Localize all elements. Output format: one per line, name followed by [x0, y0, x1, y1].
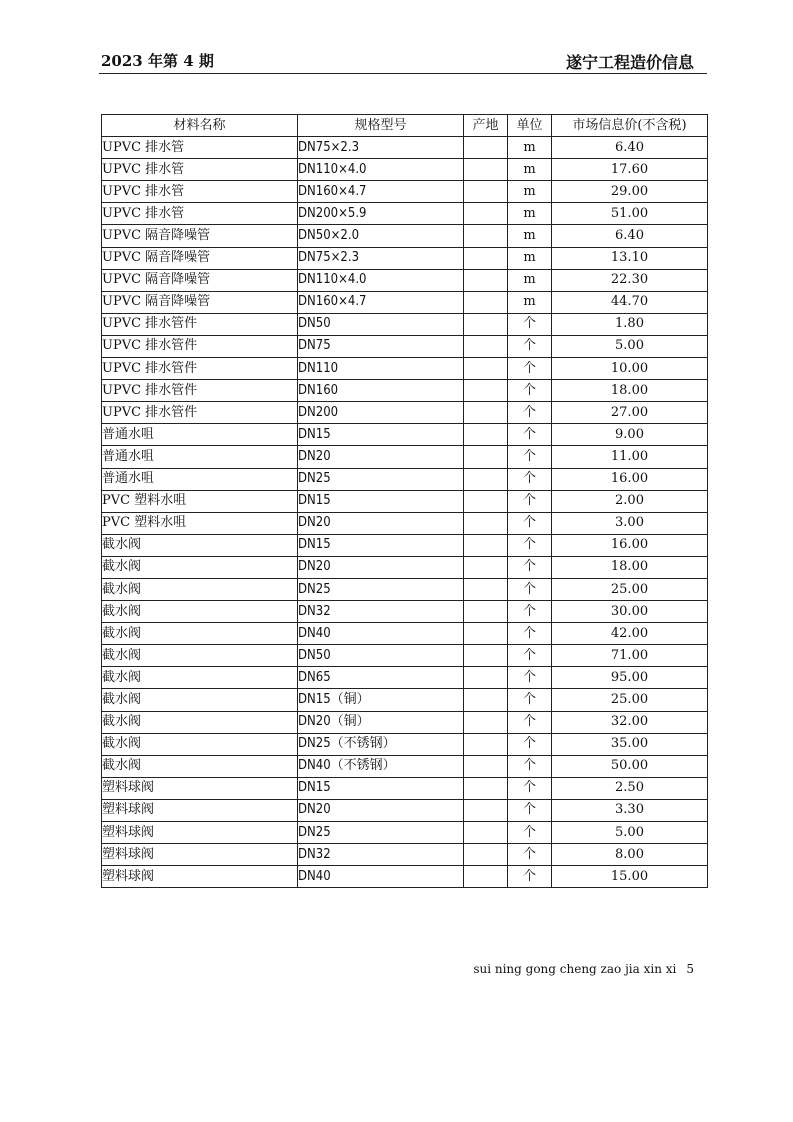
- footer-pinyin: sui ning gong cheng zao jia xin xi: [473, 962, 677, 976]
- table-row: [102, 711, 708, 733]
- unit-cell: 个: [508, 777, 552, 799]
- price-cell: 32.00: [552, 711, 708, 733]
- spec-cell: DN25（不锈钢）: [298, 733, 464, 755]
- spec-cell: DN40: [298, 866, 464, 888]
- spec-cell: DN15: [298, 490, 464, 512]
- origin-cell: [464, 645, 508, 667]
- origin-cell: [464, 822, 508, 844]
- origin-cell: [464, 534, 508, 556]
- unit-cell: 个: [508, 424, 552, 446]
- material-name-cell: 截水阀: [102, 733, 298, 755]
- table-row: [102, 181, 708, 203]
- spec-cell: DN160: [298, 380, 464, 402]
- unit-cell: m: [508, 137, 552, 159]
- unit-cell: 个: [508, 623, 552, 645]
- unit-cell: m: [508, 291, 552, 313]
- unit-cell: m: [508, 203, 552, 225]
- unit-cell: m: [508, 247, 552, 269]
- price-cell: 50.00: [552, 755, 708, 777]
- table-row: [102, 866, 708, 888]
- spec-cell: DN75×2.3: [298, 247, 464, 269]
- material-name-cell: 普通水咀: [102, 446, 298, 468]
- unit-cell: 个: [508, 358, 552, 380]
- price-cell: 95.00: [552, 667, 708, 689]
- material-name-cell: UPVC 隔音降噪管: [102, 225, 298, 247]
- origin-cell: [464, 335, 508, 357]
- unit-cell: 个: [508, 822, 552, 844]
- spec-cell: DN65: [298, 667, 464, 689]
- price-cell: 6.40: [552, 137, 708, 159]
- spec-cell: DN200×5.9: [298, 203, 464, 225]
- spec-cell: DN160×4.7: [298, 291, 464, 313]
- price-cell: 11.00: [552, 446, 708, 468]
- material-name-cell: UPVC 排水管: [102, 181, 298, 203]
- material-name-cell: 塑料球阀: [102, 799, 298, 821]
- unit-cell: 个: [508, 446, 552, 468]
- price-cell: 17.60: [552, 159, 708, 181]
- unit-cell: 个: [508, 402, 552, 424]
- origin-cell: [464, 159, 508, 181]
- spec-cell: DN110×4.0: [298, 159, 464, 181]
- origin-cell: [464, 225, 508, 247]
- material-name-cell: UPVC 隔音降噪管: [102, 247, 298, 269]
- price-cell: 71.00: [552, 645, 708, 667]
- unit-cell: 个: [508, 601, 552, 623]
- spec-cell: DN15: [298, 424, 464, 446]
- unit-cell: 个: [508, 645, 552, 667]
- table-row: [102, 468, 708, 490]
- price-cell: 1.80: [552, 313, 708, 335]
- table-row: [102, 822, 708, 844]
- unit-cell: m: [508, 159, 552, 181]
- origin-cell: [464, 799, 508, 821]
- origin-cell: [464, 358, 508, 380]
- origin-cell: [464, 512, 508, 534]
- unit-cell: 个: [508, 534, 552, 556]
- column-header-price: 市场信息价(不含税): [552, 115, 708, 137]
- unit-cell: 个: [508, 556, 552, 578]
- material-name-cell: UPVC 排水管件: [102, 358, 298, 380]
- origin-cell: [464, 755, 508, 777]
- origin-cell: [464, 556, 508, 578]
- table-row: [102, 601, 708, 623]
- material-name-cell: 截水阀: [102, 667, 298, 689]
- table-header: [102, 115, 708, 137]
- origin-cell: [464, 203, 508, 225]
- table-body: [102, 137, 708, 888]
- material-name-cell: 塑料球阀: [102, 777, 298, 799]
- price-cell: 25.00: [552, 578, 708, 600]
- header-rule: [99, 73, 707, 74]
- table-row: [102, 402, 708, 424]
- table-row: [102, 203, 708, 225]
- table-row: [102, 446, 708, 468]
- unit-cell: 个: [508, 844, 552, 866]
- spec-cell: DN50×2.0: [298, 225, 464, 247]
- material-name-cell: 截水阀: [102, 755, 298, 777]
- spec-cell: DN20: [298, 556, 464, 578]
- table-row: [102, 733, 708, 755]
- spec-cell: DN15（铜）: [298, 689, 464, 711]
- material-name-cell: PVC 塑料水咀: [102, 490, 298, 512]
- material-name-cell: 塑料球阀: [102, 822, 298, 844]
- price-cell: 22.30: [552, 269, 708, 291]
- publication-title: 遂宁工程造价信息: [565, 53, 694, 72]
- table-row: [102, 291, 708, 313]
- price-cell: 44.70: [552, 291, 708, 313]
- origin-cell: [464, 269, 508, 291]
- price-cell: 35.00: [552, 733, 708, 755]
- spec-cell: DN110: [298, 358, 464, 380]
- price-cell: 6.40: [552, 225, 708, 247]
- table-row: [102, 159, 708, 181]
- spec-cell: DN32: [298, 601, 464, 623]
- table-row: [102, 358, 708, 380]
- spec-cell: DN50: [298, 645, 464, 667]
- unit-cell: 个: [508, 667, 552, 689]
- origin-cell: [464, 468, 508, 490]
- price-cell: 5.00: [552, 335, 708, 357]
- price-cell: 8.00: [552, 844, 708, 866]
- origin-cell: [464, 733, 508, 755]
- material-name-cell: UPVC 排水管件: [102, 402, 298, 424]
- material-name-cell: UPVC 排水管件: [102, 335, 298, 357]
- material-name-cell: 截水阀: [102, 623, 298, 645]
- price-cell: 15.00: [552, 866, 708, 888]
- price-cell: 25.00: [552, 689, 708, 711]
- price-cell: 2.00: [552, 490, 708, 512]
- unit-cell: 个: [508, 468, 552, 490]
- table-row: [102, 623, 708, 645]
- material-name-cell: UPVC 排水管: [102, 159, 298, 181]
- material-name-cell: UPVC 排水管件: [102, 380, 298, 402]
- origin-cell: [464, 578, 508, 600]
- header-row: [102, 115, 708, 137]
- table-row: [102, 137, 708, 159]
- origin-cell: [464, 402, 508, 424]
- spec-cell: DN110×4.0: [298, 269, 464, 291]
- price-cell: 30.00: [552, 601, 708, 623]
- origin-cell: [464, 181, 508, 203]
- unit-cell: 个: [508, 733, 552, 755]
- spec-cell: DN25: [298, 468, 464, 490]
- table-row: [102, 225, 708, 247]
- origin-cell: [464, 137, 508, 159]
- material-name-cell: 截水阀: [102, 689, 298, 711]
- page-number: 5: [686, 962, 694, 976]
- price-cell: 13.10: [552, 247, 708, 269]
- issue-label: 2023 年第 4 期: [101, 52, 214, 70]
- material-name-cell: 截水阀: [102, 556, 298, 578]
- column-header-material-name: 材料名称: [102, 115, 298, 137]
- material-name-cell: 截水阀: [102, 601, 298, 623]
- spec-cell: DN200: [298, 402, 464, 424]
- origin-cell: [464, 667, 508, 689]
- spec-cell: DN15: [298, 777, 464, 799]
- origin-cell: [464, 601, 508, 623]
- table-row: [102, 556, 708, 578]
- price-cell: 27.00: [552, 402, 708, 424]
- table-row: [102, 777, 708, 799]
- table-row: [102, 269, 708, 291]
- price-cell: 3.30: [552, 799, 708, 821]
- material-name-cell: 截水阀: [102, 711, 298, 733]
- spec-cell: DN75: [298, 335, 464, 357]
- unit-cell: m: [508, 225, 552, 247]
- origin-cell: [464, 711, 508, 733]
- price-cell: 16.00: [552, 534, 708, 556]
- price-cell: 51.00: [552, 203, 708, 225]
- spec-cell: DN20（铜）: [298, 711, 464, 733]
- unit-cell: 个: [508, 490, 552, 512]
- material-name-cell: UPVC 排水管件: [102, 313, 298, 335]
- table-row: [102, 490, 708, 512]
- unit-cell: 个: [508, 335, 552, 357]
- origin-cell: [464, 490, 508, 512]
- unit-cell: 个: [508, 512, 552, 534]
- unit-cell: 个: [508, 578, 552, 600]
- spec-cell: DN25: [298, 822, 464, 844]
- origin-cell: [464, 247, 508, 269]
- table-row: [102, 755, 708, 777]
- unit-cell: 个: [508, 755, 552, 777]
- table-row: [102, 335, 708, 357]
- price-cell: 18.00: [552, 380, 708, 402]
- material-name-cell: 普通水咀: [102, 468, 298, 490]
- price-cell: 29.00: [552, 181, 708, 203]
- material-name-cell: UPVC 排水管: [102, 137, 298, 159]
- unit-cell: m: [508, 181, 552, 203]
- spec-cell: DN20: [298, 799, 464, 821]
- material-name-cell: 塑料球阀: [102, 844, 298, 866]
- price-cell: 42.00: [552, 623, 708, 645]
- material-name-cell: 截水阀: [102, 534, 298, 556]
- price-cell: 5.00: [552, 822, 708, 844]
- unit-cell: 个: [508, 866, 552, 888]
- origin-cell: [464, 844, 508, 866]
- unit-cell: 个: [508, 380, 552, 402]
- spec-cell: DN40（不锈钢）: [298, 755, 464, 777]
- unit-cell: m: [508, 269, 552, 291]
- spec-cell: DN32: [298, 844, 464, 866]
- material-name-cell: UPVC 隔音降噪管: [102, 269, 298, 291]
- table-row: [102, 424, 708, 446]
- table-row: [102, 645, 708, 667]
- origin-cell: [464, 313, 508, 335]
- spec-cell: DN20: [298, 512, 464, 534]
- column-header-unit: 单位: [508, 115, 552, 137]
- spec-cell: DN160×4.7: [298, 181, 464, 203]
- material-name-cell: 截水阀: [102, 645, 298, 667]
- material-name-cell: UPVC 隔音降噪管: [102, 291, 298, 313]
- unit-cell: 个: [508, 711, 552, 733]
- price-cell: 16.00: [552, 468, 708, 490]
- spec-cell: DN50: [298, 313, 464, 335]
- unit-cell: 个: [508, 799, 552, 821]
- material-name-cell: PVC 塑料水咀: [102, 512, 298, 534]
- spec-cell: DN40: [298, 623, 464, 645]
- column-header-spec: 规格型号: [298, 115, 464, 137]
- table-row: [102, 689, 708, 711]
- origin-cell: [464, 689, 508, 711]
- spec-cell: DN25: [298, 578, 464, 600]
- price-cell: 2.50: [552, 777, 708, 799]
- origin-cell: [464, 866, 508, 888]
- origin-cell: [464, 777, 508, 799]
- page-footer: [473, 962, 694, 976]
- material-name-cell: 截水阀: [102, 578, 298, 600]
- origin-cell: [464, 446, 508, 468]
- table-row: [102, 667, 708, 689]
- table-row: [102, 313, 708, 335]
- price-cell: 3.00: [552, 512, 708, 534]
- spec-cell: DN75×2.3: [298, 137, 464, 159]
- price-table: [101, 114, 708, 888]
- spec-cell: DN20: [298, 446, 464, 468]
- unit-cell: 个: [508, 313, 552, 335]
- price-cell: 10.00: [552, 358, 708, 380]
- spec-cell: DN15: [298, 534, 464, 556]
- table-row: [102, 512, 708, 534]
- table-row: [102, 799, 708, 821]
- material-name-cell: 普通水咀: [102, 424, 298, 446]
- price-cell: 18.00: [552, 556, 708, 578]
- origin-cell: [464, 424, 508, 446]
- table-row: [102, 380, 708, 402]
- material-name-cell: UPVC 排水管: [102, 203, 298, 225]
- unit-cell: 个: [508, 689, 552, 711]
- material-name-cell: 塑料球阀: [102, 866, 298, 888]
- origin-cell: [464, 380, 508, 402]
- table-row: [102, 534, 708, 556]
- table-row: [102, 578, 708, 600]
- table-row: [102, 844, 708, 866]
- table-row: [102, 247, 708, 269]
- origin-cell: [464, 623, 508, 645]
- origin-cell: [464, 291, 508, 313]
- price-cell: 9.00: [552, 424, 708, 446]
- column-header-origin: 产地: [464, 115, 508, 137]
